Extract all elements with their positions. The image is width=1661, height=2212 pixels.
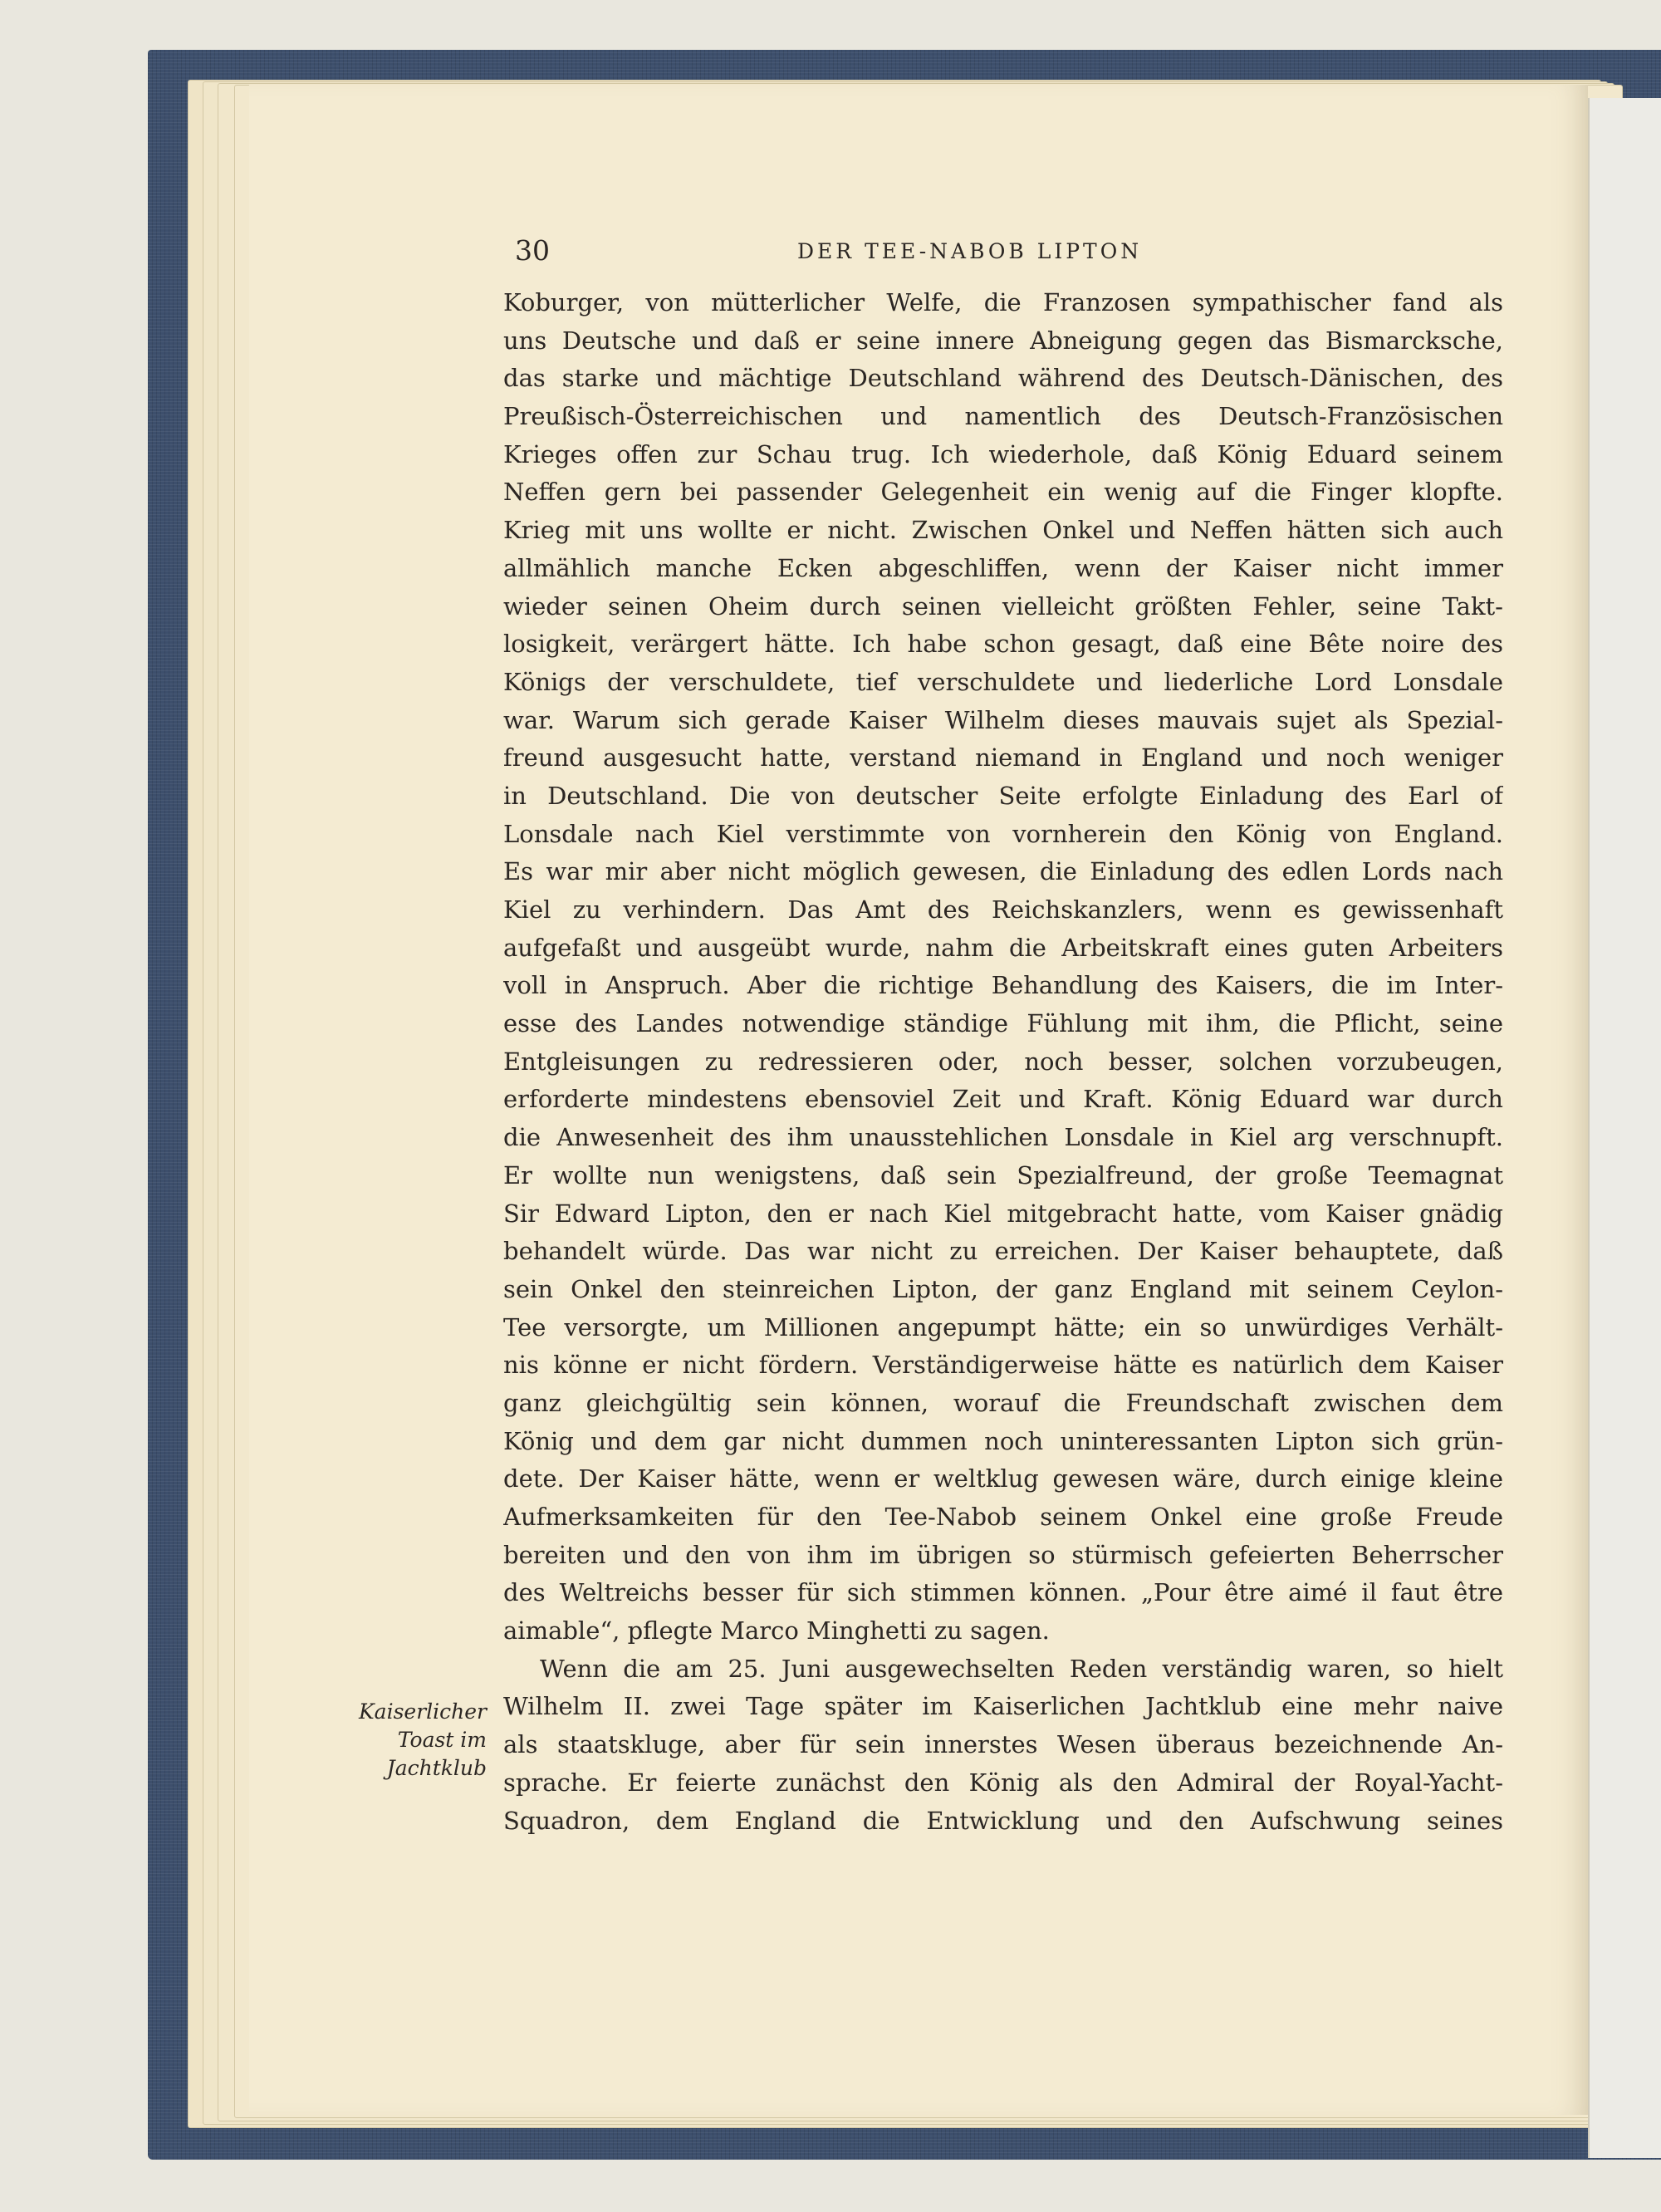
- text-line: bereiten und den von ihm im übrigen so stürmisch gefeierten Beherrscher: [503, 1540, 1503, 1569]
- text-line: Squadron, dem England die Entwicklung und den Aufschwung seines: [503, 1806, 1503, 1835]
- text-line: voll in Anspruch. Aber die richtige Behandlung des Kaisers, die im Inter-: [503, 971, 1503, 1000]
- text-line: Lonsdale nach Kiel verstimmte von vornherein den König von England.: [503, 819, 1503, 848]
- text-line: in Deutschland. Die von deutscher Seite erfolgte Einladung des Earl of: [503, 781, 1503, 810]
- margin-note-line: Toast im: [397, 1728, 487, 1752]
- text-line: die Anwesenheit des ihm unausstehlichen Lonsdale in Kiel arg verschnupft.: [503, 1123, 1503, 1152]
- text-line: Kiel zu verhindern. Das Amt des Reichskanzlers, wenn es gewissenhaft: [503, 895, 1503, 924]
- text-line: König und dem gar nicht dummen noch uninteressanten Lipton sich grün-: [503, 1426, 1503, 1455]
- text-line: losigkeit, verärgert hätte. Ich habe schon gesagt, daß eine Bête noire des: [503, 630, 1503, 659]
- text-line: Er wollte nun wenigstens, daß sein Spezialfreund, der große Teemagnat: [503, 1160, 1503, 1189]
- text-line: des Weltreichs besser für sich stimmen können. „Pour être aimé il faut être: [503, 1578, 1503, 1607]
- text-line: Tee versorgte, um Millionen angepumpt hätte; ein so unwürdiges Verhält-: [503, 1312, 1503, 1341]
- text-line: Wenn die am 25. Juni ausgewechselten Reden verständig waren, so hielt: [540, 1654, 1503, 1683]
- text-line: allmählich manche Ecken abgeschliffen, wenn der Kaiser nicht immer: [503, 553, 1503, 582]
- text-line: wieder seinen Oheim durch seinen vielleicht größten Fehler, seine Takt-: [503, 591, 1503, 620]
- text-line: freund ausgesucht hatte, verstand niemand in England und noch weniger: [503, 743, 1503, 772]
- text-line: Sir Edward Lipton, den er nach Kiel mitgebracht hatte, vom Kaiser gnädig: [503, 1199, 1503, 1228]
- margin-note-line: Jachtklub: [386, 1756, 487, 1780]
- running-title: DER TEE-NABOB LIPTON: [797, 239, 1143, 263]
- text-line: Krieg mit uns wollte er nicht. Zwischen Onkel und Neffen hätten sich auch: [503, 516, 1503, 545]
- text-line: uns Deutsche und daß er seine innere Abneigung gegen das Bismarcksche,: [503, 326, 1503, 355]
- text-line: sein Onkel den steinreichen Lipton, der ganz England mit seinem Ceylon-: [503, 1274, 1503, 1303]
- text-line: aufgefaßt und ausgeübt wurde, nahm die Arbeitskraft eines guten Arbeiters: [503, 933, 1503, 962]
- text-line: behandelt würde. Das war nicht zu erreichen. Der Kaiser behauptete, daß: [503, 1237, 1503, 1266]
- page-number: 30: [515, 234, 550, 267]
- text-line: war. Warum sich gerade Kaiser Wilhelm dieses mauvais sujet als Spezial-: [503, 705, 1503, 734]
- margin-note-line: Kaiserlicher: [359, 1699, 487, 1724]
- text-line: erforderte mindestens ebensoviel Zeit und Kraft. König Eduard war durch: [503, 1085, 1503, 1114]
- text-line: Neffen gern bei passender Gelegenheit ein wenig auf die Finger klopfte.: [503, 478, 1503, 507]
- text-line: Koburger, von mütterlicher Welfe, die Franzosen sympathischer fand als: [503, 288, 1503, 316]
- margin-note: [307, 1698, 487, 1783]
- text-line: Königs der verschuldete, tief verschuldete und liederliche Lord Lonsdale: [503, 667, 1503, 696]
- running-head: [515, 234, 1495, 276]
- text-line: nis könne er nicht fördern. Verständigerweise hätte es natürlich dem Kaiser: [503, 1351, 1503, 1380]
- text-line: Es war mir aber nicht möglich gewesen, die Einladung des edlen Lords nach: [503, 857, 1503, 886]
- text-line: Aufmerksamkeiten für den Tee-Nabob seinem Onkel eine große Freude: [503, 1503, 1503, 1531]
- text-line: Entgleisungen zu redressieren oder, noch besser, solchen vorzubeugen,: [503, 1047, 1503, 1076]
- text-line: esse des Landes notwendige ständige Fühlung mit ihm, die Pflicht, seine: [503, 1009, 1503, 1038]
- text-line: Preußisch-Österreichischen und namentlich des Deutsch-Französischen: [503, 402, 1503, 431]
- text-line: Wilhelm II. zwei Tage später im Kaiserlichen Jachtklub eine mehr naive: [503, 1692, 1503, 1721]
- body-text: [503, 284, 1503, 1840]
- text-line: das starke und mächtige Deutschland während des Deutsch-Dänischen, des: [503, 364, 1503, 393]
- text-line: dete. Der Kaiser hätte, wenn er weltklug gewesen wäre, durch einige kleine: [503, 1464, 1503, 1493]
- text-line: Krieges offen zur Schau trug. Ich wiederhole, daß König Eduard seinem: [503, 439, 1503, 468]
- text-line: aimable“, pflegte Marco Minghetti zu sagen.: [503, 1616, 1050, 1646]
- text-line: als staatskluge, aber für sein innerstes Wesen überaus bezeichnende An-: [503, 1730, 1503, 1759]
- text-line: sprache. Er feierte zunächst den König als den Admiral der Royal-Yacht-: [503, 1768, 1503, 1797]
- facing-paper-strip: [1588, 98, 1661, 2158]
- text-line: ganz gleichgültig sein können, worauf die Freundschaft zwischen dem: [503, 1388, 1503, 1417]
